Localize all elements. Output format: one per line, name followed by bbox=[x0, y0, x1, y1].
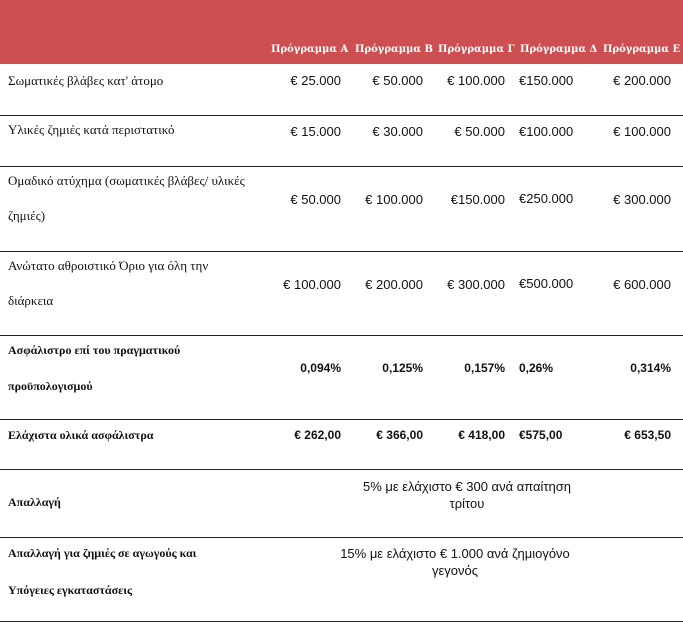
row-label: Απαλλαγή bbox=[8, 495, 61, 509]
row-label: Υπόγειες εγκαταστάσεις bbox=[8, 583, 133, 597]
cell-program-b: € 100.000 bbox=[365, 192, 423, 207]
table-row bbox=[0, 64, 683, 116]
cell-program-a: € 262,00 bbox=[294, 428, 341, 442]
cell-program-d: 0,26% bbox=[519, 361, 554, 375]
header-program-b: Πρόγραμμα Β bbox=[355, 44, 433, 55]
cell-program-b: € 30.000 bbox=[372, 124, 423, 139]
utilities-deductible-value: 15% με ελάχιστο € 1.000 ανά ζημιογόνο γεγονός bbox=[340, 546, 570, 578]
cell-program-b: € 200.000 bbox=[365, 277, 423, 292]
cell-program-e: € 600.000 bbox=[613, 277, 671, 292]
row-label: Απαλλαγή για ζημιές σε αγωγούς και bbox=[8, 546, 197, 560]
row-label: Ελάχιστα ολικά ασφάλιστρα bbox=[8, 428, 154, 442]
cell-program-a: € 25.000 bbox=[290, 73, 341, 88]
row-label: Υλικές ζημιές κατά περιστατικό bbox=[8, 122, 175, 137]
cell-program-e: € 100.000 bbox=[613, 124, 671, 139]
row-label: Σωματικές βλάβες κατ' άτομο bbox=[8, 73, 164, 88]
row-label: προϋπολογισμού bbox=[8, 379, 93, 393]
header-program-e: Πρόγραμμα Ε bbox=[603, 44, 681, 55]
cell-program-c: € 418,00 bbox=[458, 428, 505, 442]
table-row bbox=[0, 470, 683, 538]
table-row bbox=[0, 336, 683, 420]
cell-program-e: € 200.000 bbox=[613, 73, 671, 88]
table-row bbox=[0, 538, 683, 622]
cell-program-a: € 50.000 bbox=[290, 192, 341, 207]
table-row bbox=[0, 167, 683, 252]
cell-program-a: € 100.000 bbox=[283, 277, 341, 292]
row-label: Ασφάλιστρο επί του πραγματικού bbox=[8, 343, 181, 357]
cell-program-d: €500.000 bbox=[519, 276, 574, 291]
cell-program-e: € 653,50 bbox=[624, 428, 671, 442]
cell-program-c: 0,157% bbox=[464, 361, 505, 375]
cell-program-d: €575,00 bbox=[519, 428, 563, 442]
cell-program-c: € 300.000 bbox=[447, 277, 505, 292]
cell-program-b: € 50.000 bbox=[372, 73, 423, 88]
cell-program-b: € 366,00 bbox=[376, 428, 423, 442]
header-program-d: Πρόγραμμα Δ bbox=[520, 44, 598, 55]
header-program-a: Πρόγραμμα Α bbox=[271, 44, 349, 55]
cell-program-d: €250.000 bbox=[519, 191, 574, 206]
cell-program-c: € 100.000 bbox=[447, 73, 505, 88]
row-label: Ανώτατο αθροιστικό Όριο για όλη την bbox=[8, 258, 209, 273]
table-row bbox=[0, 420, 683, 470]
deductible-value: 5% με ελάχιστο € 300 ανά απαίτηση τρίτου bbox=[362, 479, 572, 511]
cell-program-c: €150.000 bbox=[450, 192, 505, 207]
cell-program-d: €100.000 bbox=[519, 124, 574, 139]
cell-program-e: 0,314% bbox=[630, 361, 671, 375]
table-row bbox=[0, 252, 683, 336]
table-header bbox=[0, 0, 683, 64]
cell-program-a: € 15.000 bbox=[290, 124, 341, 139]
cell-program-e: € 300.000 bbox=[613, 192, 671, 207]
cell-program-c: € 50.000 bbox=[454, 124, 505, 139]
cell-program-a: 0,094% bbox=[300, 361, 341, 375]
table-row bbox=[0, 116, 683, 167]
row-label: διάρκεια bbox=[8, 293, 54, 308]
cell-program-b: 0,125% bbox=[382, 361, 423, 375]
row-label: Ομαδικό ατύχημα (σωματικές βλάβες/ υλικές bbox=[8, 173, 245, 188]
row-label: ζημιές) bbox=[8, 208, 46, 223]
cell-program-d: €150.000 bbox=[519, 73, 574, 88]
header-program-c: Πρόγραμμα Γ bbox=[438, 44, 515, 55]
